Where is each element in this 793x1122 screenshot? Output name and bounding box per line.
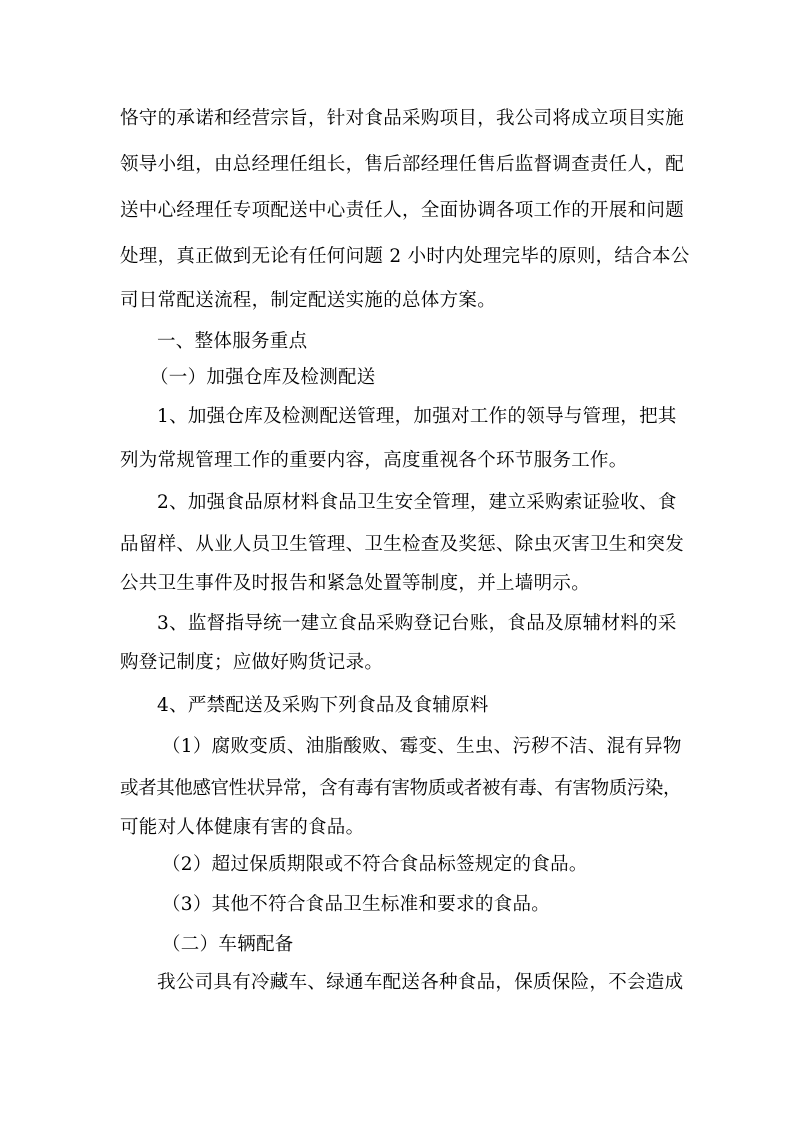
paragraph-line: 3、监督指导统一建立食品采购登记台账，食品及原辅材料的采	[157, 613, 677, 634]
paragraph-line: （1）腐败变质、油脂酸败、霉变、生虫、污秽不洁、混有异物	[162, 736, 682, 757]
paragraph-line: 处理，真正做到无论有任何问题 2 小时内处理完毕的原则，结合本公	[120, 246, 690, 267]
paragraph-line: 购登记制度；应做好购货记录。	[120, 652, 384, 673]
paragraph-line: 送中心经理任专项配送中心责任人，全面协调各项工作的开展和问题	[120, 200, 685, 221]
paragraph-line: 品留样、从业人员卫生管理、卫生检查及奖惩、除虫灭害卫生和突发	[120, 534, 685, 555]
paragraph-line: 可能对人体健康有害的食品。	[120, 817, 365, 838]
section-heading: 一、整体服务重点	[157, 331, 308, 352]
paragraph-line: 司日常配送流程，制定配送实施的总体方案。	[120, 290, 497, 311]
paragraph-line: （2）超过保质期限或不符合食品标签规定的食品。	[162, 854, 588, 875]
subsection-heading: （二）车辆配备	[162, 934, 294, 955]
paragraph-line: 2、加强食品原材料食品卫生安全管理，建立采购索证验收、食	[157, 492, 677, 513]
paragraph-line: 领导小组，由总经理任组长，售后部经理任售后监督调查责任人，配	[120, 154, 685, 175]
paragraph-line: 我公司具有冷藏车、绿通车配送各种食品，保质保险，不会造成	[157, 972, 684, 993]
subsection-heading: （一）加强仓库及检测配送	[150, 367, 376, 388]
paragraph-line: （3）其他不符合食品卫生标准和要求的食品。	[162, 894, 551, 915]
paragraph-line: 公共卫生事件及时报告和紧急处置等制度，并上墙明示。	[120, 573, 591, 594]
paragraph-line: 或者其他感官性状异常，含有毒有害物质或者被有毒、有害物质污染，	[120, 778, 682, 799]
paragraph-line: 恪守的承诺和经营宗旨，针对食品采购项目，我公司将成立项目实施	[120, 108, 685, 129]
paragraph-line: 1、加强仓库及检测配送管理，加强对工作的领导与管理，把其	[157, 406, 677, 427]
paragraph-line: 4、严禁配送及采购下列食品及食辅原料	[157, 695, 489, 716]
paragraph-line: 列为常规管理工作的重要内容，高度重视各个环节服务工作。	[120, 450, 628, 471]
